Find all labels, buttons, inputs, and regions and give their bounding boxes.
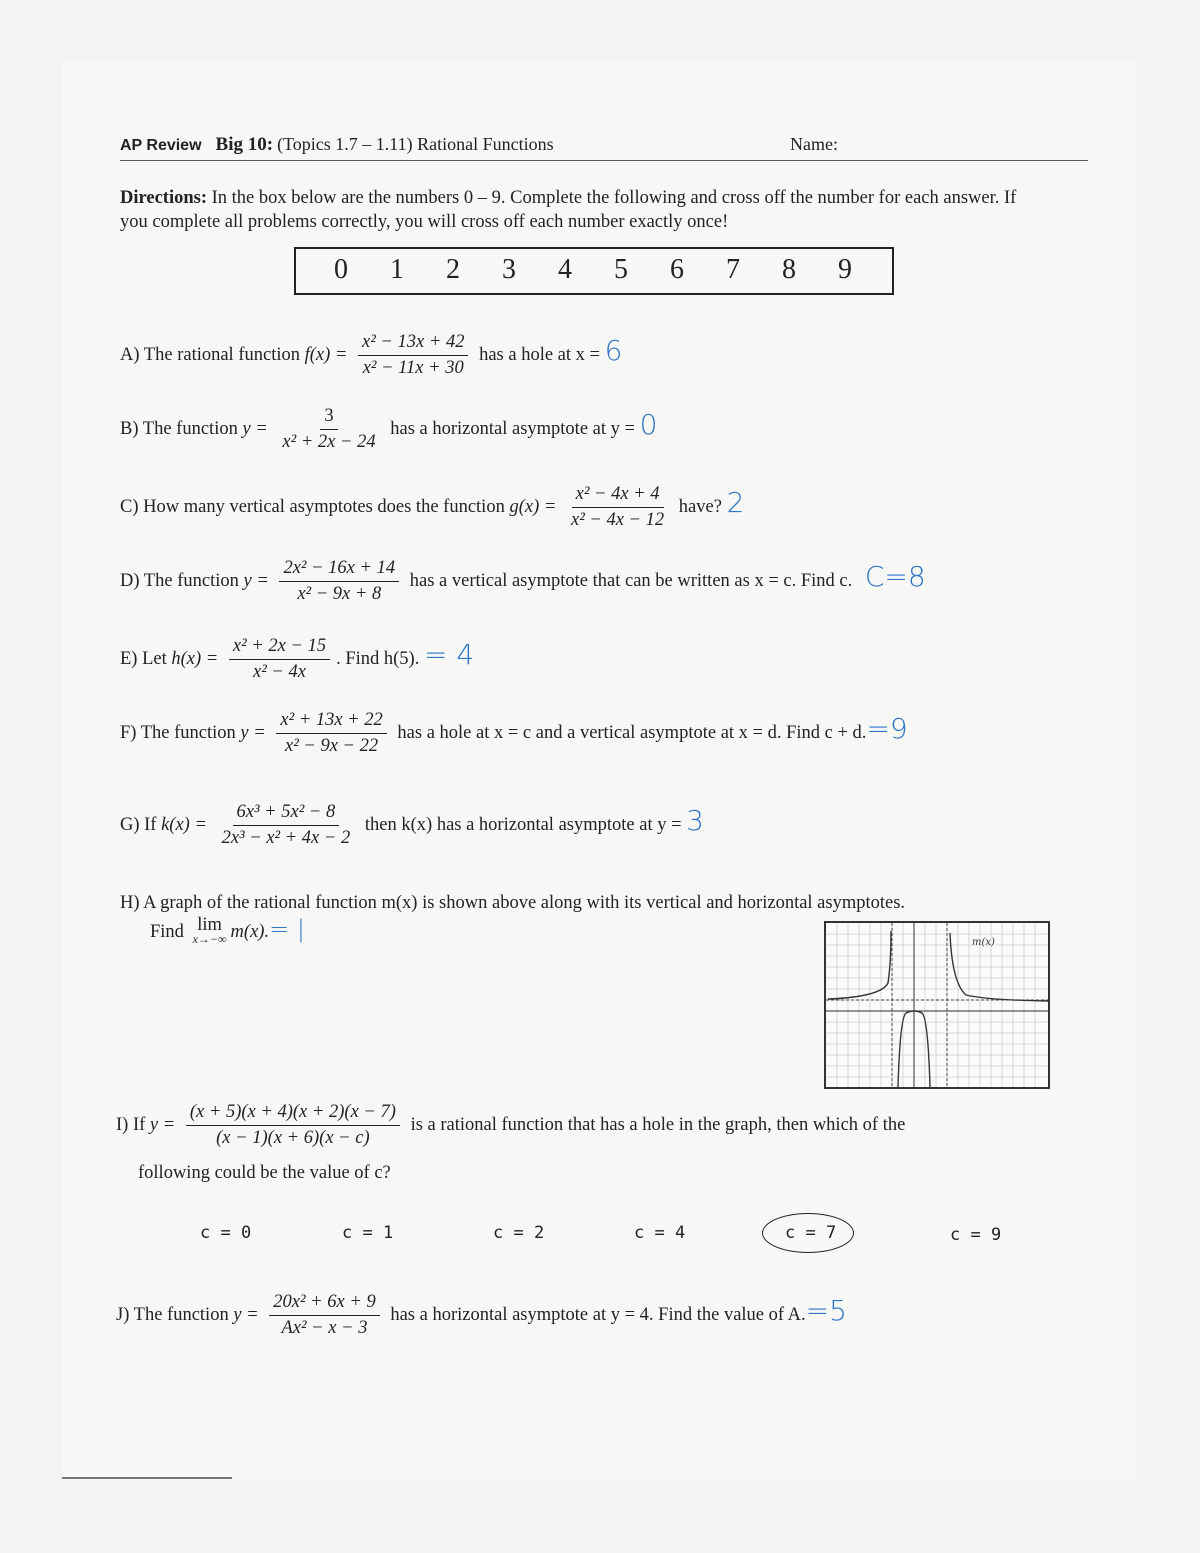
numerator: x² − 13x + 42 xyxy=(358,332,468,356)
answer-a: 6 xyxy=(604,333,623,367)
problem-b-text: B) The function xyxy=(120,418,243,439)
answer-h: = | xyxy=(269,915,305,943)
option-c-1[interactable]: c = 1 xyxy=(342,1223,394,1243)
numerator: 20x² + 6x + 9 xyxy=(269,1292,379,1316)
problem-b-function: y = xyxy=(242,418,268,439)
problem-e-function: h(x) = xyxy=(171,648,219,669)
problem-e-suffix: . Find h(5). xyxy=(336,648,420,669)
numerator: 2x² − 16x + 14 xyxy=(279,558,399,582)
directions-label: Directions: xyxy=(120,188,207,208)
denominator: x² − 11x + 30 xyxy=(362,358,464,378)
problem-a-function: f(x) = xyxy=(304,344,348,365)
problem-i xyxy=(116,1102,905,1149)
number-3: 3 xyxy=(502,254,516,285)
option-c-9[interactable]: c = 9 xyxy=(950,1225,1002,1245)
problem-c-fraction xyxy=(567,484,668,531)
problem-f-text: F) The function xyxy=(120,722,241,743)
problem-a-suffix: has a hole at x = xyxy=(479,344,600,365)
graph-svg xyxy=(826,923,1048,1087)
numerator: 3 xyxy=(320,406,337,430)
limit-word: lim xyxy=(197,915,222,935)
problem-e-fraction xyxy=(229,636,330,683)
problem-j-fraction xyxy=(269,1292,379,1339)
number-8: 8 xyxy=(782,254,796,285)
denominator: x² − 9x − 22 xyxy=(284,736,379,756)
number-0: 0 xyxy=(334,254,348,285)
numerator: x² + 2x − 15 xyxy=(229,636,330,660)
problem-d-text: D) The function xyxy=(120,570,244,591)
problem-i-suffix: is a rational function that has a hole in the graph, then which of the xyxy=(410,1114,906,1135)
limit-notation xyxy=(193,915,227,947)
problem-a xyxy=(120,332,622,379)
problem-d-function: y = xyxy=(243,570,269,591)
option-c-2[interactable]: c = 2 xyxy=(493,1223,545,1243)
number-9: 9 xyxy=(838,254,852,285)
graph-curve xyxy=(828,931,1048,1087)
answer-b: 0 xyxy=(639,407,658,441)
header-topics: (Topics 1.7 – 1.11) Rational Functions xyxy=(277,134,554,154)
answer-f: =9 xyxy=(866,711,908,745)
problem-i-function: y = xyxy=(149,1114,176,1135)
option-c-7[interactable]: c = 7 xyxy=(785,1223,837,1243)
problem-h-line2 xyxy=(150,915,305,947)
problem-h-expression: m(x). xyxy=(230,922,270,942)
problem-j-text: J) The function xyxy=(116,1304,234,1325)
answer-g: 3 xyxy=(686,803,704,837)
problem-b-suffix: has a horizontal asymptote at y = xyxy=(390,418,635,439)
problem-g-text: G) If xyxy=(120,814,162,835)
name-label: Name: xyxy=(790,134,838,154)
problem-g-fraction xyxy=(218,802,355,849)
denominator: Ax² − x − 3 xyxy=(281,1318,368,1338)
graph-label: m(x) xyxy=(972,937,995,948)
number-6: 6 xyxy=(670,254,684,285)
problem-e xyxy=(120,636,474,683)
answer-j: =5 xyxy=(805,1293,847,1327)
problem-h-line1: H) A graph of the rational function m(x) is shown above along with its vertical and horizontal asymptotes. xyxy=(120,893,906,913)
problem-f-suffix: has a hole at x = c and a vertical asymptote at x = d. Find c + d. xyxy=(397,722,867,743)
numerator: 6x³ + 5x² − 8 xyxy=(233,802,340,826)
number-4: 4 xyxy=(558,254,572,285)
numerator: (x + 5)(x + 4)(x + 2)(x − 7) xyxy=(186,1102,400,1126)
problem-c-text: C) How many vertical asymptotes does the function xyxy=(120,496,510,517)
problem-d-fraction xyxy=(279,558,399,605)
problem-i-fraction xyxy=(186,1102,400,1149)
rational-function-graph xyxy=(824,921,1050,1089)
option-c-4[interactable]: c = 4 xyxy=(634,1223,686,1243)
number-2: 2 xyxy=(446,254,460,285)
problem-j xyxy=(116,1292,847,1339)
problem-i-line2: following could be the value of c? xyxy=(138,1163,391,1183)
denominator: 2x³ − x² + 4x − 2 xyxy=(221,828,351,848)
problem-d-suffix: has a vertical asymptote that can be written as x = c. Find c. xyxy=(409,570,853,591)
header-title: Big 10: xyxy=(215,134,274,155)
number-1: 1 xyxy=(390,254,404,285)
problem-g xyxy=(120,802,704,849)
problem-b-fraction xyxy=(278,406,379,453)
problem-f xyxy=(120,710,908,757)
problem-h-find: Find xyxy=(150,922,184,942)
problem-j-suffix: has a horizontal asymptote at y = 4. Find the value of A. xyxy=(390,1304,806,1325)
answer-e: = 4 xyxy=(423,637,475,671)
problem-b xyxy=(120,406,657,453)
problem-i-text: I) If xyxy=(116,1114,150,1135)
problem-c-suffix: have? xyxy=(678,496,722,517)
answer-c: 2 xyxy=(726,485,745,519)
problem-a-text: A) The rational function xyxy=(120,344,305,365)
directions xyxy=(120,186,1020,234)
option-c-0[interactable]: c = 0 xyxy=(200,1223,252,1243)
answer-d: C=8 xyxy=(864,559,926,593)
problem-c xyxy=(120,484,744,531)
problem-c-function: g(x) = xyxy=(509,496,557,517)
problem-g-suffix: then k(x) has a horizontal asymptote at y = xyxy=(364,814,682,835)
header-series: AP Review xyxy=(120,137,202,154)
problem-j-function: y = xyxy=(233,1304,259,1325)
page-edge-line xyxy=(62,1477,232,1479)
header xyxy=(120,134,1088,161)
number-7: 7 xyxy=(726,254,740,285)
number-5: 5 xyxy=(614,254,628,285)
problem-g-function: k(x) = xyxy=(161,814,207,835)
number-box xyxy=(294,247,894,295)
numerator: x² + 13x + 22 xyxy=(276,710,386,734)
problem-e-text: E) Let xyxy=(120,648,172,669)
numerator: x² − 4x + 4 xyxy=(572,484,664,508)
denominator: (x − 1)(x + 6)(x − c) xyxy=(216,1128,370,1148)
denominator: x² + 2x − 24 xyxy=(282,432,376,452)
problem-d xyxy=(120,558,926,605)
directions-text: In the box below are the numbers 0 – 9. Complete the following and cross off the number for each answer. If you complete all problems correctly, you will cross off each number exactly once! xyxy=(120,188,1017,232)
limit-subscript: x→−∞ xyxy=(192,932,227,946)
denominator: x² − 4x xyxy=(253,662,306,682)
denominator: x² − 9x + 8 xyxy=(297,584,382,604)
problem-f-fraction xyxy=(276,710,386,757)
problem-a-fraction xyxy=(358,332,468,379)
denominator: x² − 4x − 12 xyxy=(570,510,665,530)
problem-f-function: y = xyxy=(240,722,266,743)
